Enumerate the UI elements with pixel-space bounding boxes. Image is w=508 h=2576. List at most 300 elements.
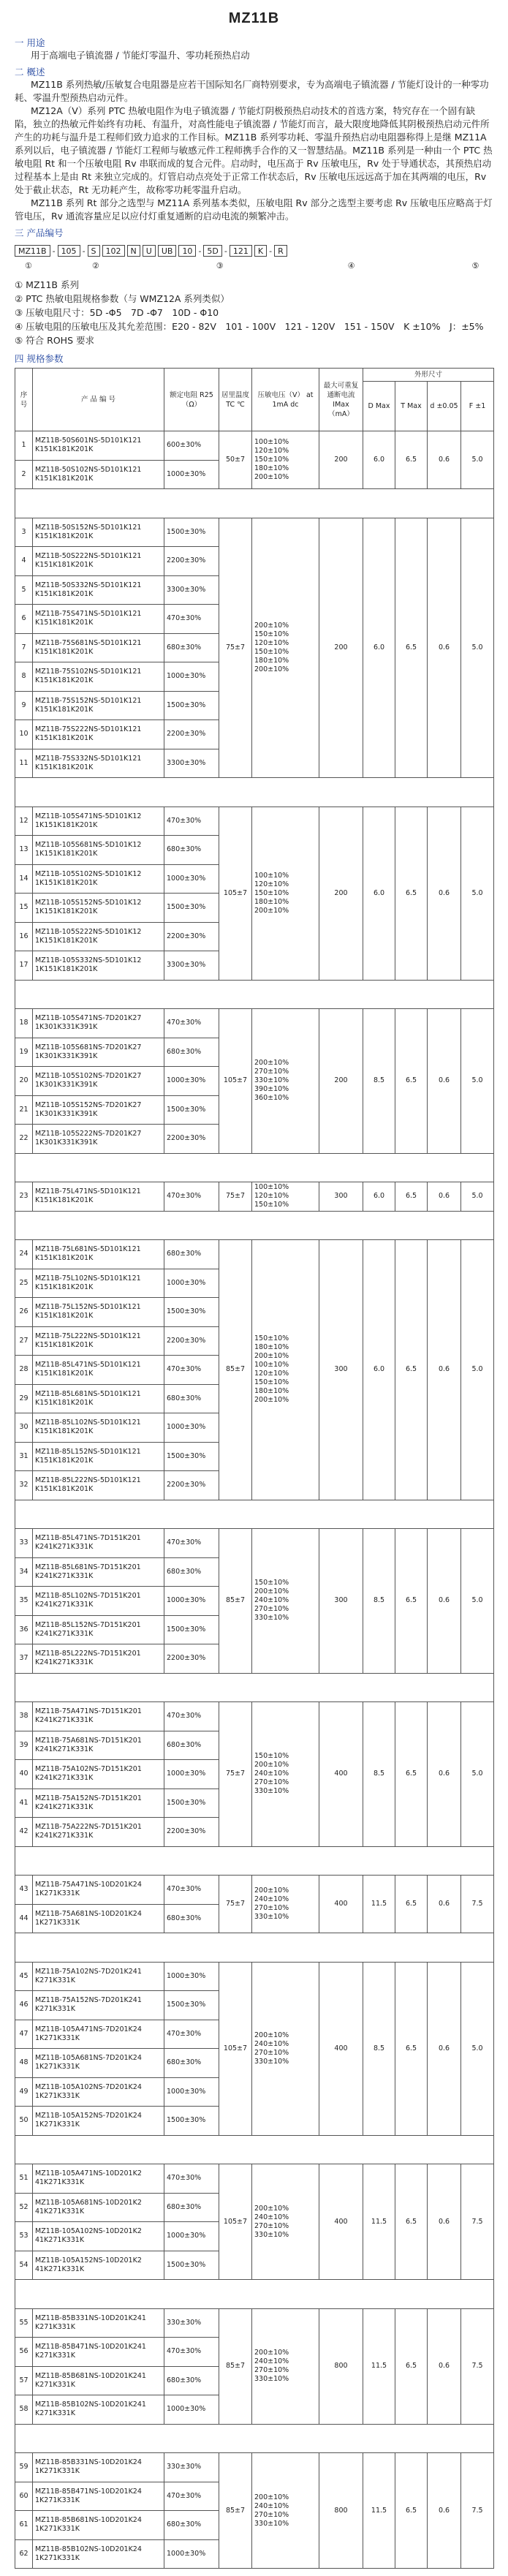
varistor-line: 150±10% [254, 456, 289, 464]
cell-dmax: 8.5 [363, 1702, 395, 1847]
code-legend [15, 278, 493, 347]
cell-model [33, 1789, 164, 1818]
cell-model [33, 749, 164, 778]
model-line: 1K271K331K [35, 2063, 80, 2071]
model-line: MZ11B-75S102NS-5D101K121 [35, 668, 142, 676]
cell-tmax: 6.5 [395, 431, 428, 489]
cell-no: 19 [15, 1038, 33, 1067]
cell-imax: 400 [319, 1962, 363, 2135]
cell-r25: 680±30% [164, 2193, 219, 2222]
cell-r25: 1000±30% [164, 2395, 219, 2425]
cell-no: 13 [15, 836, 33, 865]
cell-tc: 105±7 [219, 2164, 252, 2280]
cell-tc: 105±7 [219, 807, 252, 980]
legend-line: ① MZ11B 系列 [15, 279, 79, 290]
model-line: MZ11B-85B681NS-10D201K24 [35, 2516, 142, 2525]
cell-dmax: 11.5 [363, 2164, 395, 2280]
model-line: MZ11B-85B102NS-10D201K241 [35, 2401, 146, 2409]
cell-r25: 2200±30% [164, 720, 219, 749]
varistor-line: 330±10% [254, 2375, 289, 2383]
cell-model [33, 633, 164, 662]
code-dash: - [224, 246, 227, 256]
model-line: MZ11B-105S681NS-5D101K12 [35, 841, 142, 850]
cell-no: 47 [15, 2020, 33, 2049]
model-line: K151K181K201K [35, 1312, 94, 1321]
model-line: 1K151K181K201K [35, 850, 98, 858]
varistor-line: 240±10% [254, 2213, 289, 2221]
cell-model [33, 1731, 164, 1760]
cell-tmax: 6.5 [395, 2308, 428, 2424]
model-line: MZ11B-85L152NS-5D101K121 [35, 1447, 141, 1456]
varistor-line: 180±10% [254, 897, 289, 906]
cell-dmax: 11.5 [363, 1876, 395, 1933]
cell-r25: 2200±30% [164, 1125, 219, 1154]
model-line: MZ11B-75A152NS-7D201K241 [35, 1996, 142, 2005]
cell-dmax: 6.0 [363, 807, 395, 980]
cell-no: 31 [15, 1442, 33, 1471]
code-part: 121 [230, 245, 252, 257]
model-line: MZ11B-105A102NS-10D201K2 [35, 2227, 142, 2236]
model-line: K271K331K [35, 2005, 75, 2014]
group-gap [15, 2135, 494, 2164]
cell-no: 2 [15, 460, 33, 489]
cell-f: 7.5 [461, 2164, 494, 2280]
code-part: MZ11B [15, 245, 50, 257]
model-line: K241K271K331K [35, 1745, 94, 1753]
cell-r25: 470±30% [164, 1182, 219, 1212]
product-code-numbers [15, 261, 493, 271]
cell-no: 12 [15, 807, 33, 836]
varistor-line: 200±10% [254, 906, 289, 915]
cell-r25: 1000±30% [164, 1587, 219, 1616]
model-line: K241K271K331K [35, 1571, 94, 1580]
model-line: MZ11B-105A102NS-7D201K24 [35, 2082, 142, 2091]
cell-model [33, 2222, 164, 2251]
cell-tmax: 6.5 [395, 1009, 428, 1154]
cell-r25: 470±30% [164, 2020, 219, 2049]
cell-model [33, 2366, 164, 2395]
cell-imax: 200 [319, 518, 363, 778]
model-line: MZ11B-75S152NS-5D101K121 [35, 696, 142, 705]
cell-f: 5.0 [461, 518, 494, 778]
model-line: MZ11B-105S152NS-5D101K12 [35, 899, 142, 907]
model-line: K151K181K201K [35, 647, 94, 656]
cell-dmax: 6.0 [363, 518, 395, 778]
cell-tmax: 6.5 [395, 1182, 428, 1212]
group-gap [15, 1211, 494, 1240]
model-line: MZ11B-75L222NS-5D101K121 [35, 1332, 141, 1340]
model-line: 1K271K331K [35, 2033, 80, 2042]
cell-varistor [252, 1009, 319, 1154]
cell-no: 55 [15, 2308, 33, 2338]
cell-r25: 680±30% [164, 1904, 219, 1933]
overview-paragraph-2: MZ12A（V）系列 PTC 热敏电阻作为电子镇流器 / 节能灯阴极预热启动技术的首选方案，特究存在一个固有缺陷，独立的热敏元件始终有功耗、有温升，对高性能电子镇流器 / 节能灯而言，最大限度地降低其阴极预热启动元件所产生的功耗与温升是工程师们致力追求的工作目标。MZ11B 系列零功耗、零温升预热启动电阻器称得上是继 MZ11A 系列以后，电子镇流器 / 节能灯工程师与敏感元件工程师携手合作的又一智慧结晶。MZ11B 系列是一种由一个 PTC 热敏电阻 Rt 和一个压敏电阻 Rv 串联而成的复合元件。启动时，电压高于 Rv 压敏电压，Rv 处于导通状态，其预热启动过程基本上是由 Rt 来独立完成的。灯管启动点亮处于正常工作状态后，Rv 压敏电压远远高于加在其两端的电压，Rv 处于截止状态，Rt 无功耗产生，故称零功耗零温升启动。 [15, 105, 493, 195]
model-line: MZ11B-75L102NS-5D101K121 [35, 1274, 141, 1283]
model-line: MZ11B-105S152NS-7D201K27 [35, 1100, 142, 1109]
table-row [15, 518, 494, 547]
model-line: MZ11B-75A102NS-7D201K241 [35, 1967, 142, 1976]
legend-line: ③ 压敏电阻尺寸：5D -Φ5 7D -Φ7 10D - Φ10 [15, 307, 219, 318]
cell-model [33, 864, 164, 894]
cell-model [33, 836, 164, 865]
legend-line: ④ 压敏电阻的压敏电压及其允差范围：E20 - 82V 101 - 100V 121 - 120V 151 - 150V K ±10% J：±5% [15, 321, 484, 332]
table-row [15, 1182, 494, 1212]
cell-d: 0.6 [428, 1529, 461, 1674]
cell-varistor [252, 1529, 319, 1674]
cell-r25: 1500±30% [164, 1615, 219, 1644]
cell-tmax: 6.5 [395, 2453, 428, 2569]
cell-varistor [252, 1876, 319, 1933]
varistor-line: 150±10% [254, 888, 289, 897]
cell-no: 4 [15, 547, 33, 576]
varistor-line: 200±10% [254, 1587, 289, 1596]
varistor-line: 270±10% [254, 2048, 289, 2057]
code-part: 5D [203, 245, 221, 257]
cell-tc: 75±7 [219, 1182, 252, 1212]
model-line: 1K271K331K [35, 2525, 80, 2534]
model-line: MZ11B-85B102NS-10D201K24 [35, 2545, 142, 2553]
cell-r25: 2200±30% [164, 1471, 219, 1500]
cell-no: 59 [15, 2453, 33, 2482]
model-line: K241K271K331K [35, 1543, 94, 1552]
cell-no: 45 [15, 1962, 33, 1991]
cell-varistor [252, 807, 319, 980]
cell-model [33, 1413, 164, 1443]
model-line: K241K271K331K [35, 1716, 94, 1725]
cell-imax: 200 [319, 1009, 363, 1154]
varistor-line: 150±10% [254, 1201, 289, 1209]
cell-f: 5.0 [461, 807, 494, 980]
model-line: K151K181K201K [35, 619, 94, 627]
cell-no: 8 [15, 662, 33, 692]
code-part: N [127, 245, 140, 257]
model-line: MZ11B-75S222NS-5D101K121 [35, 725, 142, 734]
cell-r25: 1500±30% [164, 894, 219, 923]
model-line: K241K271K331K [35, 1802, 94, 1811]
cell-d: 0.6 [428, 1962, 461, 2135]
code-dash: - [52, 246, 56, 256]
cell-model [33, 894, 164, 923]
cell-model [33, 662, 164, 692]
group-gap [15, 778, 494, 807]
cell-no: 35 [15, 1587, 33, 1616]
model-line: MZ11B-75L152NS-5D101K121 [35, 1303, 141, 1312]
model-line: K151K181K201K [35, 1196, 94, 1205]
model-line: MZ11B-50S332NS-5D101K121 [35, 581, 142, 589]
cell-r25: 680±30% [164, 2049, 219, 2078]
model-line: 1K151K181K201K [35, 820, 98, 829]
cell-model [33, 2107, 164, 2136]
model-line: 1K271K331K [35, 1889, 80, 1898]
varistor-line: 120±10% [254, 1192, 289, 1201]
varistor-line: 200±10% [254, 473, 289, 481]
table-row [15, 431, 494, 461]
cell-r25: 1000±30% [164, 460, 219, 489]
model-line: 1K151K181K201K [35, 965, 98, 974]
varistor-line: 150±10% [254, 1579, 289, 1587]
code-number: ② [91, 261, 99, 271]
varistor-line: 270±10% [254, 1605, 289, 1614]
cell-no: 14 [15, 864, 33, 894]
table-row [15, 2453, 494, 2482]
model-line: 1K151K181K201K [35, 907, 98, 916]
cell-model [33, 691, 164, 720]
code-part: U [143, 245, 156, 257]
cell-no: 48 [15, 2049, 33, 2078]
varistor-line: 200±10% [254, 1886, 289, 1895]
header-dmax: D Max [363, 382, 395, 431]
cell-no: 37 [15, 1644, 33, 1674]
model-line: MZ11B-85B331NS-10D201K24 [35, 2458, 142, 2467]
code-part: R [274, 245, 287, 257]
cell-model [33, 2164, 164, 2194]
cell-model [33, 1067, 164, 1096]
cell-no: 46 [15, 1991, 33, 2020]
table-row [15, 1876, 494, 1905]
cell-r25: 680±30% [164, 2366, 219, 2395]
model-line: K151K181K201K [35, 1456, 94, 1465]
varistor-line: 330±10% [254, 2519, 289, 2528]
cell-dmax: 8.5 [363, 1529, 395, 1674]
varistor-line: 270±10% [254, 2366, 289, 2374]
varistor-line: 150±10% [254, 1334, 289, 1343]
cell-r25: 600±30% [164, 431, 219, 461]
cell-model [33, 2049, 164, 2078]
model-line: 1K301K331K391K [35, 1023, 98, 1032]
cell-r25: 1000±30% [164, 864, 219, 894]
cell-imax: 200 [319, 807, 363, 980]
model-line: MZ11B-85L222NS-7D151K201 [35, 1650, 141, 1658]
table-row [15, 807, 494, 836]
cell-r25: 1000±30% [164, 662, 219, 692]
model-line: MZ11B-105A681NS-10D201K2 [35, 2198, 142, 2207]
cell-r25: 680±30% [164, 1038, 219, 1067]
cell-f: 5.0 [461, 1702, 494, 1847]
cell-dmax: 8.5 [363, 1962, 395, 2135]
cell-model [33, 807, 164, 836]
model-line: K241K271K331K [35, 1658, 94, 1667]
gap-cell [15, 2135, 494, 2164]
model-line: K241K271K331K [35, 1629, 94, 1638]
cell-d: 0.6 [428, 431, 461, 489]
cell-model [33, 1529, 164, 1558]
cell-model [33, 2193, 164, 2222]
model-line: K151K181K201K [35, 1427, 94, 1436]
model-line: K151K181K201K [35, 734, 94, 743]
model-line: K151K181K201K [35, 1340, 94, 1349]
model-line: 1K271K331K [35, 2467, 80, 2476]
cell-d: 0.6 [428, 807, 461, 980]
cell-r25: 1500±30% [164, 691, 219, 720]
varistor-line: 180±10% [254, 656, 289, 665]
cell-imax: 300 [319, 1182, 363, 1212]
cell-imax: 200 [319, 431, 363, 489]
model-line: K151K181K201K [35, 1398, 94, 1407]
varistor-line: 150±10% [254, 1378, 289, 1387]
gap-cell [15, 1846, 494, 1876]
gap-cell [15, 1153, 494, 1182]
usage-text: 用于高端电子镇流器 / 节能灯零温升、零功耗预热启动 [31, 50, 250, 61]
model-line: MZ11B-50S222NS-5D101K121 [35, 552, 142, 561]
varistor-line: 330±10% [254, 2057, 289, 2066]
cell-r25: 330±30% [164, 2308, 219, 2338]
model-line: K151K181K201K [35, 1485, 94, 1494]
cell-r25: 1500±30% [164, 1991, 219, 2020]
model-line: 1K271K331K [35, 2120, 80, 2129]
cell-model [33, 1818, 164, 1847]
model-line: 41K271K331K [35, 2207, 85, 2216]
cell-model [33, 922, 164, 951]
model-line: K151K181K201K [35, 705, 94, 714]
header-tc: 居里温度 TC ℃ [219, 369, 252, 431]
cell-no: 49 [15, 2077, 33, 2107]
cell-r25: 1000±30% [164, 2077, 219, 2107]
model-line: MZ11B-105S102NS-7D201K27 [35, 1072, 142, 1081]
cell-f: 7.5 [461, 2308, 494, 2424]
cell-model [33, 951, 164, 981]
cell-model [33, 1298, 164, 1327]
cell-model [33, 1876, 164, 1905]
cell-r25: 680±30% [164, 1557, 219, 1587]
model-line: K151K181K201K [35, 763, 94, 771]
cell-model [33, 1356, 164, 1385]
cell-f: 5.0 [461, 1182, 494, 1212]
code-number: ③ [216, 261, 224, 271]
cell-f: 5.0 [461, 1240, 494, 1500]
cell-no: 53 [15, 2222, 33, 2251]
code-part: UB [158, 245, 177, 257]
cell-no: 38 [15, 1702, 33, 1731]
varistor-line: 200±10% [254, 1761, 289, 1769]
cell-r25: 470±30% [164, 2338, 219, 2367]
cell-r25: 470±30% [164, 2482, 219, 2511]
cell-no: 32 [15, 1471, 33, 1500]
cell-f: 5.0 [461, 1009, 494, 1154]
cell-tc: 105±7 [219, 1009, 252, 1154]
gap-cell [15, 1500, 494, 1529]
cell-imax: 300 [319, 1240, 363, 1500]
model-line: MZ11B-50S152NS-5D101K121 [35, 523, 142, 532]
cell-r25: 1500±30% [164, 1442, 219, 1471]
spec-heading: 四 规格参数 [15, 353, 64, 364]
cell-model [33, 2453, 164, 2482]
model-line: 41K271K331K [35, 2178, 85, 2187]
cell-no: 57 [15, 2366, 33, 2395]
cell-no: 51 [15, 2164, 33, 2194]
code-heading: 三 产品编号 [15, 227, 64, 238]
model-line: MZ11B-105S332NS-5D101K12 [35, 956, 142, 965]
header-no: 序号 [15, 369, 33, 431]
cell-model [33, 720, 164, 749]
group-gap [15, 2280, 494, 2309]
cell-tc: 75±7 [219, 518, 252, 778]
cell-model [33, 2338, 164, 2367]
cell-tmax: 6.5 [395, 2164, 428, 2280]
cell-model [33, 1991, 164, 2020]
model-line: MZ11B-105S681NS-7D201K27 [35, 1043, 142, 1051]
model-line: MZ11B-105S222NS-7D201K27 [35, 1130, 142, 1138]
gap-cell [15, 2424, 494, 2453]
table-row [15, 1702, 494, 1731]
cell-d: 0.6 [428, 1876, 461, 1933]
cell-r25: 2200±30% [164, 1818, 219, 1847]
cell-no: 15 [15, 894, 33, 923]
model-line: MZ11B-75A681NS-10D201K24 [35, 1909, 142, 1918]
model-line: MZ11B-105S102NS-5D101K12 [35, 869, 142, 878]
varistor-line: 100±10% [254, 1361, 289, 1370]
cell-d: 0.6 [428, 1702, 461, 1847]
table-row [15, 2164, 494, 2194]
cell-no: 42 [15, 1818, 33, 1847]
model-line: MZ11B-85L102NS-7D151K201 [35, 1592, 141, 1601]
model-line: MZ11B-75A471NS-10D201K24 [35, 1881, 142, 1889]
code-number: ⑤ [471, 261, 479, 271]
cell-r25: 1500±30% [164, 2107, 219, 2136]
cell-model [33, 547, 164, 576]
model-line: 1K271K331K [35, 1918, 80, 1927]
cell-model [33, 2308, 164, 2338]
cell-imax: 400 [319, 2164, 363, 2280]
code-number: ① [25, 261, 32, 271]
varistor-line: 330±10% [254, 1913, 289, 1921]
cell-no: 7 [15, 633, 33, 662]
model-line: MZ11B-85L681NS-7D151K201 [35, 1563, 141, 1571]
code-dash: - [198, 246, 202, 256]
code-dash: - [269, 246, 273, 256]
cell-r25: 1000±30% [164, 1962, 219, 1991]
varistor-line: 240±10% [254, 2039, 289, 2048]
cell-dmax: 6.0 [363, 1182, 395, 1212]
cell-tc: 85±7 [219, 2308, 252, 2424]
varistor-line: 180±10% [254, 1387, 289, 1396]
cell-r25: 680±30% [164, 1240, 219, 1269]
group-gap [15, 2424, 494, 2453]
varistor-line: 120±10% [254, 880, 289, 888]
spec-table [15, 368, 494, 2569]
cell-no: 24 [15, 1240, 33, 1269]
code-part: 105 [58, 245, 80, 257]
model-line: 1K271K331K [35, 2553, 80, 2562]
cell-no: 3 [15, 518, 33, 547]
model-line: MZ11B-105S471NS-7D201K27 [35, 1014, 142, 1023]
cell-d: 0.6 [428, 1240, 461, 1500]
gap-cell [15, 980, 494, 1009]
model-line: K151K181K201K [35, 676, 94, 685]
cell-no: 41 [15, 1789, 33, 1818]
model-line: MZ11B-75S332NS-5D101K121 [35, 754, 142, 763]
model-line: 1K151K181K201K [35, 936, 98, 945]
cell-r25: 1000±30% [164, 1067, 219, 1096]
header-tmax: T Max [395, 382, 428, 431]
cell-model [33, 2482, 164, 2511]
cell-no: 21 [15, 1095, 33, 1125]
table-row [15, 1009, 494, 1038]
model-line: MZ11B-75A102NS-7D151K201 [35, 1765, 142, 1774]
model-line: K271K331K [35, 1976, 75, 1984]
cell-model [33, 1038, 164, 1067]
varistor-line: 240±10% [254, 1596, 289, 1605]
usage-heading: 一 用途 [15, 37, 45, 48]
header-varistor: 压敏电压（V） at 1mA dc [252, 369, 319, 431]
cell-no: 56 [15, 2338, 33, 2367]
cell-imax: 800 [319, 2308, 363, 2424]
cell-tc: 105±7 [219, 1962, 252, 2135]
model-line: K271K331K [35, 2322, 75, 2331]
model-line: MZ11B-85B681NS-10D201K241 [35, 2371, 146, 2380]
varistor-line: 200±10% [254, 1059, 289, 1068]
cell-r25: 2200±30% [164, 922, 219, 951]
header-f: F ±1 [461, 382, 494, 431]
